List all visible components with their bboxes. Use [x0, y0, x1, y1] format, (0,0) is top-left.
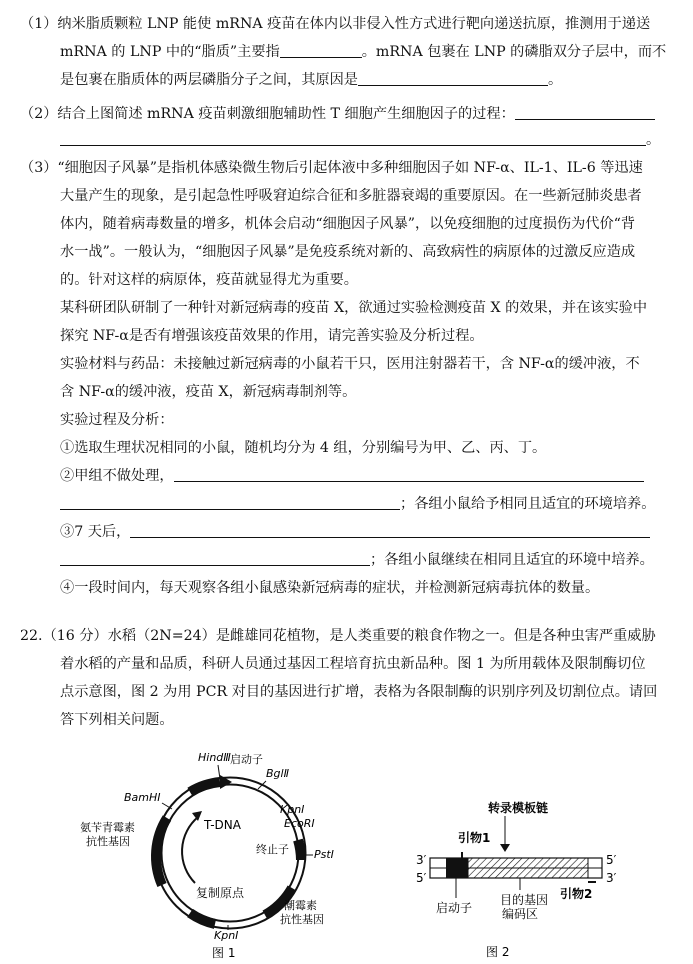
label-promoter-2: 启动子	[436, 901, 473, 915]
q3-line-5: 的。针对这样的病原体，疫苗就显得尤为重要。	[60, 272, 358, 288]
q1-line-3	[60, 70, 562, 90]
leader-hindiii	[218, 765, 220, 779]
answer-blank-lipid[interactable]	[280, 43, 362, 58]
label-kpni-bottom: KpnⅠ	[214, 929, 239, 942]
q1-line-3-text-a: 是包裹在脂质体的两层磷脂分子之间，其原因是	[60, 72, 358, 88]
q1-line-2-text-a: mRNA 的 LNP 中的“脂质”主要指	[60, 44, 280, 60]
tdna-arc	[182, 817, 198, 883]
ori-segment	[190, 913, 215, 924]
q1-line-2-text-b: 。mRNA 包裹在 LNP 的磷脂双分子层中，而不	[361, 44, 667, 60]
q1-line-3-text-b: 。	[547, 72, 563, 88]
promoter-segment	[190, 782, 220, 792]
label-amp-1: 氨苄青霉素	[80, 821, 135, 834]
q3-step-2	[60, 466, 644, 486]
label-left-5: 5′	[416, 871, 427, 885]
q3-line-3: 体内，随着病毒数量的增多，机体会启动“细胞因子风暴”，以免疫细胞的过度损伤为代价“背	[60, 216, 636, 232]
label-ecori: EcoRⅠ	[284, 817, 315, 830]
answer-blank-reason[interactable]	[358, 71, 548, 86]
figure-1-plasmid-diagram	[80, 745, 370, 960]
q3-line-1: （3）“细胞因子风暴”是指机体感染微生物后引起体液中多种细胞因子如 NF-α、IL-1、IL-6 等迅速	[20, 160, 643, 176]
q3-step-3-text: ③7 天后，	[60, 524, 131, 540]
answer-blank-step3-a[interactable]	[130, 523, 650, 538]
tdna-arrow-icon	[192, 811, 202, 821]
q3-step-1: ①选取生理状况相同的小鼠，随机均分为 4 组，分别编号为甲、乙、丙、丁。	[60, 440, 547, 456]
figure-2-pcr-diagram	[410, 800, 640, 960]
label-primer-2: 引物2	[560, 887, 593, 901]
label-template-strand: 转录模板链	[488, 801, 549, 815]
q2-line-1	[20, 104, 655, 124]
template-arrow-icon	[500, 844, 510, 852]
label-bglii: BglⅡ	[266, 767, 289, 780]
answer-blank-step2-b[interactable]	[60, 495, 400, 510]
label-bamhi: BamHⅠ	[124, 791, 161, 804]
figure-1-caption: 图 1	[212, 946, 236, 960]
q3-line-4: 水一战”。一般认为，“细胞因子风暴”是免疫系统对新的、高致病性的病原体的过激反应造成	[60, 244, 636, 260]
label-right-5: 5′	[606, 853, 617, 867]
answer-blank-process-2[interactable]	[60, 131, 646, 146]
figure-2-caption: 图 2	[486, 945, 510, 959]
q3-step-2-cont	[60, 494, 655, 514]
q22-line-1: 22.（16 分）水稻（2N=24）是雌雄同花植物，是人类重要的粮食作物之一。但是各种虫害严重威胁	[20, 628, 656, 644]
label-hyg-2: 抗性基因	[280, 913, 324, 926]
terminator-segment	[298, 840, 301, 860]
q3-step-3-cont	[60, 550, 654, 570]
label-coding-region: 编码区	[502, 907, 539, 921]
label-kpni-top: KpnⅠ	[280, 803, 305, 816]
q2-line-2	[60, 130, 660, 150]
q1-line-2	[60, 42, 666, 62]
label-ori: 复制原点	[196, 886, 245, 900]
q3-line-2: 大量产生的现象，是引起急性呼吸窘迫综合征和多脏器衰竭的重要原因。在一些新冠肺炎患者	[60, 188, 642, 204]
label-tdna: T-DNA	[204, 818, 241, 832]
coding-region-block	[468, 858, 588, 878]
q3-line-10: 实验过程及分析：	[60, 412, 174, 428]
label-amp-2: 抗性基因	[86, 835, 130, 848]
q3-line-9: 含 NF-α的缓冲液，疫苗 X，新冠病毒制剂等。	[60, 384, 357, 400]
q3-step-2-end: ；各组小鼠给予相同且适宜的环境培养。	[400, 496, 656, 512]
label-left-3: 3′	[416, 853, 427, 867]
answer-blank-step2-a[interactable]	[174, 467, 644, 482]
q3-line-7: 探究 NF-α是否有增强该疫苗效果的作用，请完善实验及分析过程。	[60, 328, 484, 344]
q3-line-8: 实验材料与药品：未接触过新冠病毒的小鼠若干只，医用注射器若干，含 NF-α的缓冲液，不	[60, 356, 640, 372]
q3-step-3	[60, 522, 650, 542]
q22-line-3: 点示意图，图 2 为用 PCR 对目的基因进行扩增，表格为各限制酶的识别序列及切割位点。请回	[60, 684, 658, 700]
label-psti: PstⅠ	[314, 848, 334, 861]
label-promoter: 启动子	[230, 753, 263, 766]
answer-blank-process-1[interactable]	[515, 105, 655, 120]
q22-line-2: 着水稻的产量和品质，科研人员通过基因工程培育抗虫新品种。图 1 为所用载体及限制酶切位	[60, 656, 646, 672]
promoter-block	[446, 858, 468, 878]
label-primer-1: 引物1	[458, 831, 491, 845]
q3-step-4: ④一段时间内，每天观察各组小鼠感染新冠病毒的症状，并检测新冠病毒抗体的数量。	[60, 580, 600, 596]
q22-line-4: 答下列相关问题。	[60, 712, 174, 728]
q3-step-2-text: ②甲组不做处理，	[60, 468, 174, 484]
q2-line-1-text: （2）结合上图简述 mRNA 疫苗刺激细胞辅助性 T 细胞产生细胞因子的过程：	[20, 106, 515, 122]
label-right-3: 3′	[606, 871, 617, 885]
q3-step-3-end: ；各组小鼠继续在相同且适宜的环境中培养。	[370, 552, 654, 568]
label-terminator: 终止子	[256, 843, 289, 856]
q2-line-2-text: 。	[646, 132, 661, 148]
label-hyg-1: 潮霉素	[284, 899, 317, 912]
q3-line-6: 某科研团队研制了一种针对新冠病毒的疫苗 X，欲通过实验检测疫苗 X 的效果，并在该实验中	[60, 300, 648, 316]
answer-blank-step3-b[interactable]	[60, 551, 370, 566]
label-target-gene: 目的基因	[500, 893, 549, 907]
label-hindiii: HindⅢ	[198, 751, 231, 764]
q1-line-1: （1）纳米脂质颗粒 LNP 能使 mRNA 疫苗在体内以非侵入性方式进行靶向递送抗原，推测用于递送	[20, 16, 651, 32]
